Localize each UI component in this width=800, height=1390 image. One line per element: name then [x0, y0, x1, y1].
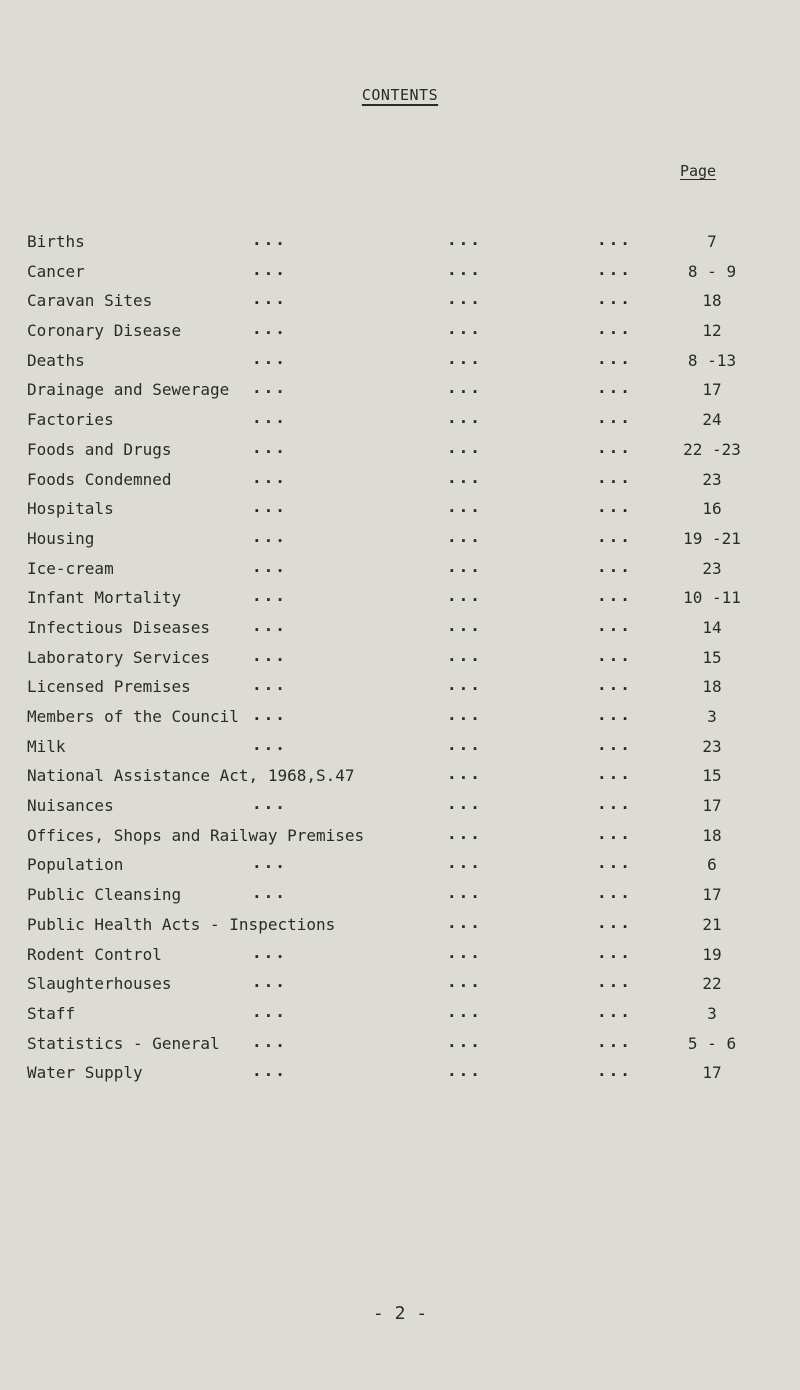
contents-entry — [27, 707, 787, 737]
contents-entry — [27, 467, 787, 500]
entry-page-number: 17 — [702, 1063, 722, 1083]
entry-page-number: 10 -11 — [683, 588, 741, 608]
contents-entry — [27, 885, 787, 915]
leader-dots: ... — [252, 1031, 287, 1051]
entry-label: Population — [27, 855, 124, 875]
page-title: CONTENTS — [361, 86, 439, 104]
contents-entry — [27, 796, 787, 826]
leader-dots: ... — [597, 883, 632, 903]
entry-page-number: 7 — [707, 232, 717, 251]
leader-dots: ... — [252, 586, 287, 606]
entry-page-number: 19 -21 — [683, 528, 741, 548]
leader-dots: ... — [252, 348, 287, 368]
leader-dots: ... — [252, 526, 287, 546]
leader-dots: ... — [447, 912, 482, 932]
leader-dots: ... — [447, 230, 482, 249]
leader-dots: ... — [597, 348, 632, 368]
leader-dots: ... — [252, 705, 287, 724]
entry-label: Milk — [27, 736, 66, 756]
contents-entry — [27, 499, 787, 529]
leader-dots: ... — [597, 853, 632, 873]
leader-dots: ... — [447, 853, 482, 873]
entry-page-number: 17 — [702, 885, 722, 905]
entry-page-number: 15 — [702, 647, 722, 667]
leader-dots: ... — [447, 259, 482, 279]
leader-dots: ... — [597, 912, 632, 932]
contents-entry — [27, 734, 787, 767]
leader-dots: ... — [447, 348, 482, 368]
entry-label: Statistics - General — [27, 1033, 220, 1053]
contents-entry — [27, 348, 787, 381]
leader-dots: ... — [597, 942, 632, 962]
entry-label: Nuisances — [27, 796, 114, 816]
entry-label: Foods and Drugs — [27, 439, 172, 459]
leader-dots: ... — [447, 1031, 482, 1051]
leader-dots: ... — [447, 823, 482, 843]
contents-entry — [27, 974, 787, 1004]
contents-entry — [27, 1063, 787, 1093]
entry-label: Rodent Control — [27, 944, 162, 964]
entry-label: Births — [27, 232, 85, 251]
leader-dots: ... — [447, 972, 482, 992]
contents-entry — [27, 259, 787, 292]
leader-dots: ... — [597, 794, 632, 814]
entry-label: Hospitals — [27, 499, 114, 519]
entry-page-number: 22 — [702, 974, 722, 994]
contents-entry — [27, 232, 787, 262]
leader-dots: ... — [597, 437, 632, 457]
contents-entry — [27, 380, 787, 410]
leader-dots: ... — [597, 705, 632, 724]
leader-dots: ... — [597, 289, 632, 309]
leader-dots: ... — [252, 289, 287, 309]
leader-dots: ... — [252, 942, 287, 962]
leader-dots: ... — [447, 497, 482, 517]
entry-label: Staff — [27, 1003, 76, 1023]
contents-entry — [27, 526, 787, 559]
leader-dots: ... — [252, 259, 287, 279]
leader-dots: ... — [447, 556, 482, 576]
leader-dots: ... — [597, 526, 632, 546]
contents-entry — [27, 855, 787, 885]
leader-dots: ... — [447, 1061, 482, 1081]
leader-dots: ... — [447, 319, 482, 339]
leader-dots: ... — [252, 230, 287, 249]
contents-entry — [27, 615, 787, 648]
leader-dots: ... — [447, 1001, 482, 1021]
leader-dots: ... — [597, 1001, 632, 1021]
leader-dots: ... — [447, 764, 482, 784]
contents-entry — [27, 410, 787, 440]
entry-label: Coronary Disease — [27, 321, 182, 341]
leader-dots: ... — [447, 794, 482, 814]
entry-label: Members of the Council — [27, 707, 239, 726]
entry-label: Caravan Sites — [27, 291, 153, 311]
leader-dots: ... — [597, 734, 632, 754]
leader-dots: ... — [252, 556, 287, 576]
entry-page-number: 8 -13 — [687, 350, 737, 370]
leader-dots: ... — [252, 408, 287, 428]
leader-dots: ... — [447, 615, 482, 635]
leader-dots: ... — [252, 1001, 287, 1021]
page-number-footer: - 2 - — [372, 1303, 428, 1324]
leader-dots: ... — [597, 259, 632, 279]
entry-page-number: 12 — [702, 321, 722, 341]
leader-dots: ... — [447, 378, 482, 398]
leader-dots: ... — [597, 1061, 632, 1081]
leader-dots: ... — [447, 437, 482, 457]
leader-dots: ... — [252, 378, 287, 398]
entry-page-number: 23 — [702, 469, 722, 489]
entry-page-number: 17 — [702, 796, 722, 816]
leader-dots: ... — [597, 497, 632, 517]
entry-label: Deaths — [27, 350, 85, 370]
leader-dots: ... — [597, 1031, 632, 1051]
entry-label: Slaughterhouses — [27, 974, 172, 994]
leader-dots: ... — [447, 942, 482, 962]
leader-dots: ... — [597, 467, 632, 487]
leader-dots: ... — [447, 467, 482, 487]
leader-dots: ... — [597, 230, 632, 249]
leader-dots: ... — [447, 586, 482, 606]
contents-entry — [27, 556, 787, 589]
leader-dots: ... — [597, 823, 632, 843]
leader-dots: ... — [597, 645, 632, 665]
entry-label: Public Health Acts - Inspections — [27, 914, 336, 934]
entry-label: Infectious Diseases — [27, 617, 211, 637]
entry-page-number: 19 — [702, 944, 722, 964]
leader-dots: ... — [252, 883, 287, 903]
entry-page-number: 18 — [702, 291, 722, 311]
entry-page-number: 16 — [702, 499, 722, 519]
entry-label: Licensed Premises — [27, 677, 191, 697]
entry-page-number: 18 — [702, 677, 722, 697]
entry-page-number: 14 — [702, 617, 722, 637]
contents-entry — [27, 942, 787, 975]
entry-label: Cancer — [27, 261, 85, 281]
leader-dots: ... — [447, 526, 482, 546]
leader-dots: ... — [597, 972, 632, 992]
leader-dots: ... — [252, 972, 287, 992]
contents-entry — [27, 1001, 787, 1034]
entry-label: Ice-cream — [27, 558, 114, 578]
leader-dots: ... — [447, 883, 482, 903]
leader-dots: ... — [252, 645, 287, 665]
leader-dots: ... — [252, 734, 287, 754]
entry-page-number: 8 - 9 — [687, 261, 737, 281]
entry-page-number: 23 — [702, 558, 722, 578]
entry-label: Infant Mortality — [27, 588, 182, 608]
leader-dots: ... — [252, 794, 287, 814]
leader-dots: ... — [597, 675, 632, 695]
entry-page-number: 23 — [702, 736, 722, 756]
entry-label: National Assistance Act, 1968,S.47 — [27, 766, 355, 786]
contents-entry — [27, 912, 787, 945]
contents-list — [27, 232, 787, 1093]
leader-dots: ... — [252, 615, 287, 635]
leader-dots: ... — [252, 467, 287, 487]
leader-dots: ... — [252, 497, 287, 517]
leader-dots: ... — [597, 556, 632, 576]
leader-dots: ... — [447, 705, 482, 724]
page-column-header: Page — [679, 162, 717, 180]
leader-dots: ... — [597, 615, 632, 635]
entry-label: Public Cleansing — [27, 885, 182, 905]
leader-dots: ... — [252, 675, 287, 695]
leader-dots: ... — [597, 408, 632, 428]
leader-dots: ... — [597, 319, 632, 339]
leader-dots: ... — [597, 764, 632, 784]
entry-label: Offices, Shops and Railway Premises — [27, 825, 365, 845]
entry-page-number: 5 - 6 — [687, 1033, 737, 1053]
contents-entry — [27, 588, 787, 618]
leader-dots: ... — [252, 437, 287, 457]
contents-entry — [27, 291, 787, 321]
leader-dots: ... — [597, 378, 632, 398]
entry-page-number: 24 — [702, 410, 722, 430]
leader-dots: ... — [252, 853, 287, 873]
contents-entry — [27, 321, 787, 351]
contents-entry — [27, 437, 787, 470]
leader-dots: ... — [597, 586, 632, 606]
contents-entry — [27, 645, 787, 678]
entry-page-number: 15 — [702, 766, 722, 786]
entry-label: Foods Condemned — [27, 469, 172, 489]
entry-page-number: 22 -23 — [683, 439, 741, 459]
entry-label: Laboratory Services — [27, 647, 211, 667]
entry-page-number: 18 — [702, 825, 722, 845]
entry-label: Water Supply — [27, 1063, 143, 1083]
leader-dots: ... — [447, 675, 482, 695]
contents-entry — [27, 823, 787, 856]
contents-entry — [27, 1031, 787, 1064]
contents-entry — [27, 766, 787, 796]
entry-page-number: 6 — [707, 855, 717, 875]
leader-dots: ... — [447, 408, 482, 428]
contents-entry — [27, 677, 787, 707]
entry-page-number: 3 — [707, 707, 717, 726]
entry-label: Factories — [27, 410, 114, 430]
entry-label: Housing — [27, 528, 95, 548]
leader-dots: ... — [252, 319, 287, 339]
leader-dots: ... — [447, 289, 482, 309]
entry-page-number: 17 — [702, 380, 722, 400]
leader-dots: ... — [447, 645, 482, 665]
leader-dots: ... — [252, 1061, 287, 1081]
entry-label: Drainage and Sewerage — [27, 380, 230, 400]
entry-page-number: 3 — [707, 1003, 717, 1023]
entry-page-number: 21 — [702, 914, 722, 934]
leader-dots: ... — [447, 734, 482, 754]
